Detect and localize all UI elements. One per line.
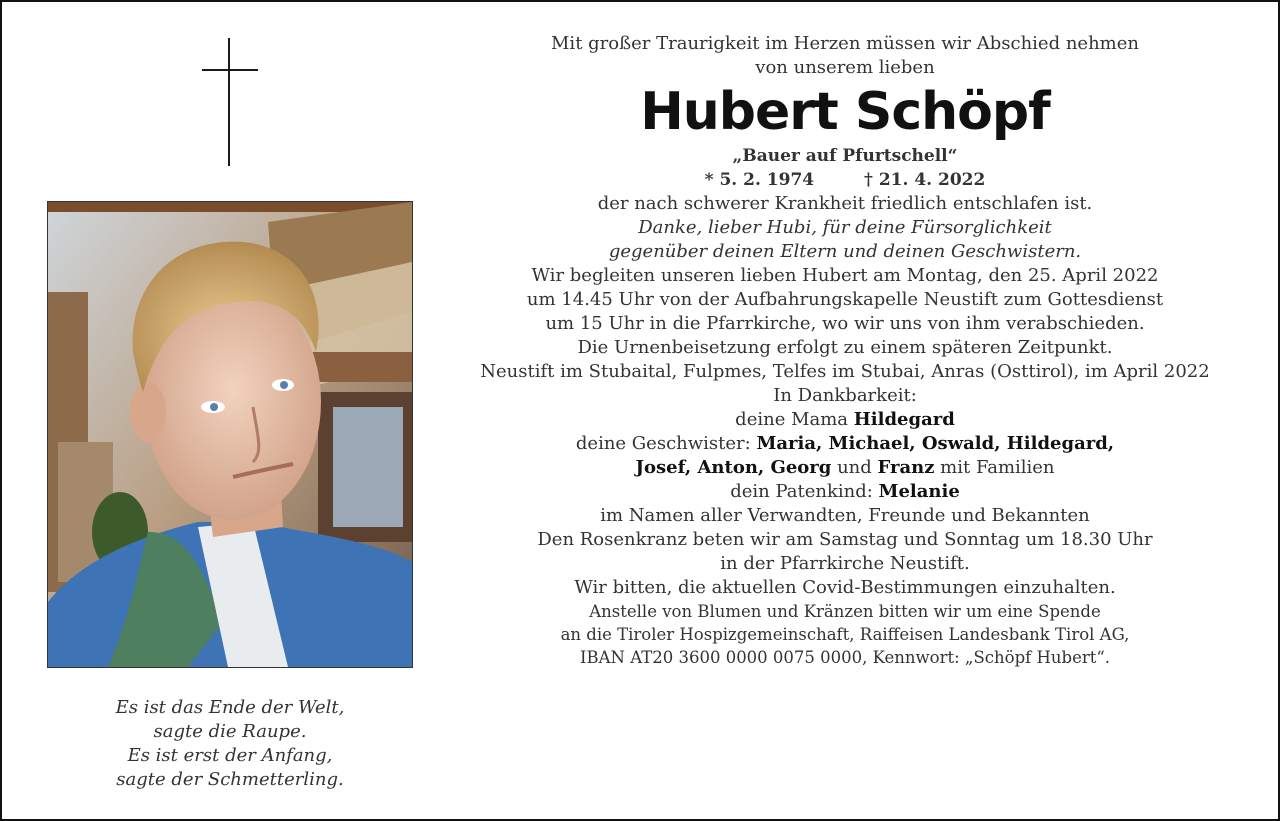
quote-line: Es ist das Ende der Welt, bbox=[115, 697, 345, 718]
funeral-line-1: Wir begleiten unseren lieben Hubert am Montag, den 25. April 2022 bbox=[531, 265, 1159, 286]
quote-line: Es ist erst der Anfang, bbox=[127, 745, 333, 766]
death-text: der nach schwerer Krankheit friedlich entschlafen ist. bbox=[597, 193, 1093, 214]
siblings-names: Maria, Michael, Oswald, Hildegard, bbox=[756, 433, 1115, 454]
life-dates bbox=[450, 168, 1240, 192]
mama-label: deine Mama bbox=[735, 409, 854, 430]
deceased-name: Hubert Schöpf bbox=[640, 82, 1050, 142]
intro-line-2: von unserem lieben bbox=[755, 57, 935, 78]
rosary-line-2: in der Pfarrkirche Neustift. bbox=[720, 553, 970, 574]
family-closing: im Namen aller Verwandten, Freunde und Bekannten bbox=[600, 505, 1090, 526]
siblings-names: Josef, Anton, Georg bbox=[635, 457, 832, 478]
family-heading: In Dankbarkeit: bbox=[773, 385, 917, 406]
death-date: † 21. 4. 2022 bbox=[864, 170, 986, 190]
deceased-nickname: „Bauer auf Pfurtschell“ bbox=[732, 146, 958, 166]
obituary-text bbox=[450, 32, 1240, 669]
godchild-label: dein Patenkind: bbox=[730, 481, 879, 502]
family-siblings-cont bbox=[450, 456, 1240, 480]
family-mama bbox=[450, 408, 1240, 432]
funeral-line-2: um 14.45 Uhr von der Aufbahrungskapelle Neustift zum Gottesdienst bbox=[526, 289, 1164, 310]
siblings-label: deine Geschwister: bbox=[575, 433, 757, 454]
birth-date: * 5. 2. 1974 bbox=[704, 170, 815, 190]
covid-notice: Wir bitten, die aktuellen Covid-Bestimmungen einzuhalten. bbox=[574, 577, 1116, 598]
mama-name: Hildegard bbox=[853, 409, 955, 430]
donation-line-2: an die Tiroler Hospizgemeinschaft, Raiffeisen Landesbank Tirol AG, bbox=[560, 625, 1130, 644]
family-godchild bbox=[450, 480, 1240, 504]
rosary-line-1: Den Rosenkranz beten wir am Samstag und Sonntag um 18.30 Uhr bbox=[537, 529, 1153, 550]
cross-icon bbox=[202, 38, 258, 166]
family-siblings bbox=[450, 432, 1240, 456]
intro-line-1: Mit großer Traurigkeit im Herzen müssen wir Abschied nehmen bbox=[551, 33, 1139, 54]
godchild-name: Melanie bbox=[878, 481, 960, 502]
families-suffix: mit Familien bbox=[934, 457, 1055, 478]
and-word: und bbox=[831, 457, 878, 478]
thanks-line-1: Danke, lieber Hubi, für deine Fürsorglichkeit bbox=[638, 217, 1052, 238]
funeral-line-4: Die Urnenbeisetzung erfolgt zu einem späteren Zeitpunkt. bbox=[577, 337, 1113, 358]
place-date: Neustift im Stubaital, Fulpmes, Telfes im Stubai, Anras (Osttirol), im April 2022 bbox=[480, 361, 1210, 382]
portrait-photo bbox=[47, 201, 413, 668]
funeral-line-3: um 15 Uhr in die Pfarrkirche, wo wir uns von ihm verabschieden. bbox=[545, 313, 1145, 334]
quote-line: sagte die Raupe. bbox=[153, 721, 307, 742]
quote-line: sagte der Schmetterling. bbox=[116, 769, 344, 790]
thanks-line-2: gegenüber deinen Eltern und deinen Geschwistern. bbox=[608, 241, 1082, 262]
sibling-last: Franz bbox=[877, 457, 935, 478]
donation-line-3: IBAN AT20 3600 0000 0075 0000, Kennwort: „Schöpf Hubert“. bbox=[579, 648, 1111, 667]
quote bbox=[42, 696, 418, 792]
donation-line-1: Anstelle von Blumen und Kränzen bitten wir um eine Spende bbox=[589, 602, 1101, 621]
